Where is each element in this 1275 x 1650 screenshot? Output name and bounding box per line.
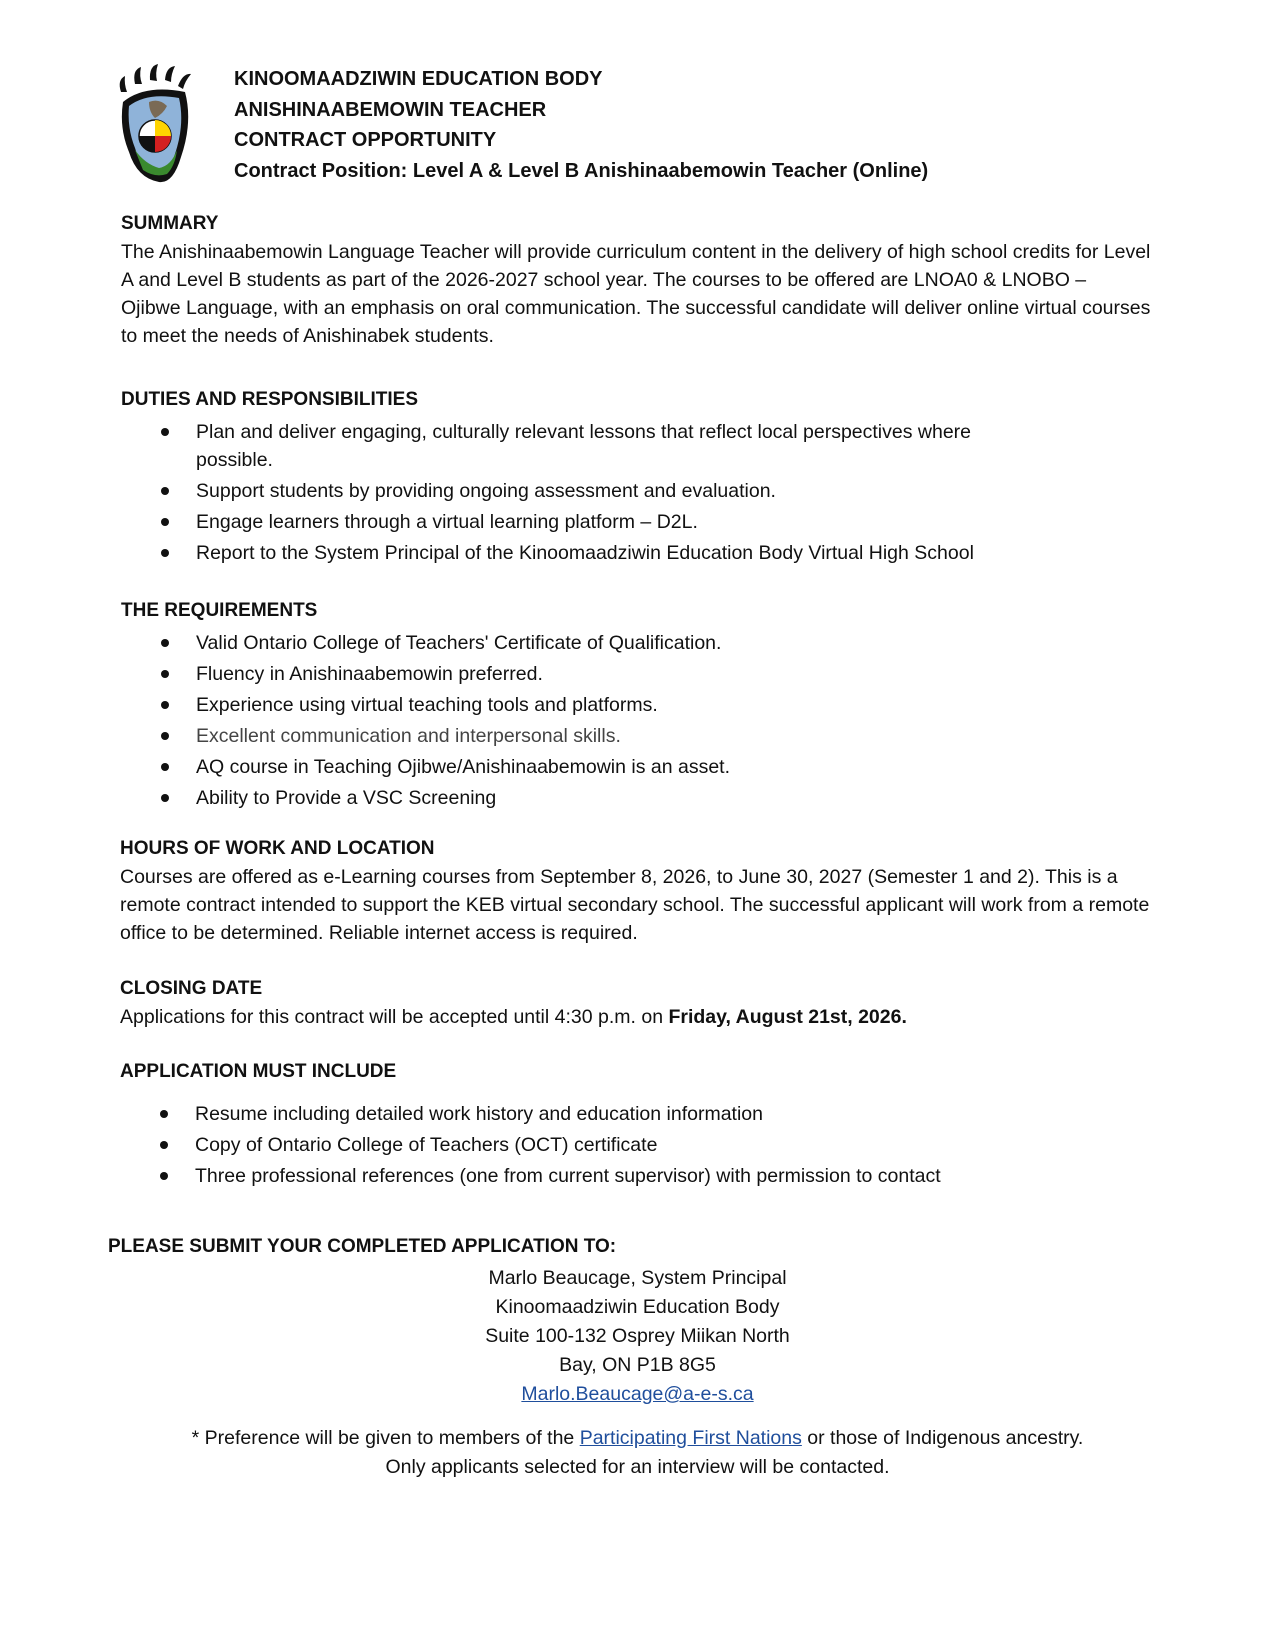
- list-item: AQ course in Teaching Ojibwe/Anishinaabemowin is an asset.: [121, 753, 1151, 781]
- closing-heading: CLOSING DATE: [120, 978, 263, 999]
- list-item: Experience using virtual teaching tools and platforms.: [121, 691, 1151, 719]
- header-org: KINOOMAADZIWIN EDUCATION BODY: [234, 68, 603, 90]
- summary-text: The Anishinaabemowin Language Teacher will provide curriculum content in the delivery of high school credits for Level A and Level B students as part of the 2026-2027 school year. The courses to be offered are LNOA0 & LNOBO – Ojibwe Language, with an emphasis on oral communication. The successful candidate will deliver online virtual courses to meet the needs of Anishinabek students.: [121, 241, 1151, 347]
- closing-text-lead: Applications for this contract will be accepted until 4:30 p.m. on: [120, 1006, 669, 1028]
- list-item: Valid Ontario College of Teachers' Certificate of Qualification.: [121, 629, 1151, 657]
- application-list: [120, 1100, 1150, 1190]
- list-item: Copy of Ontario College of Teachers (OCT) certificate: [120, 1131, 1150, 1159]
- header-position: ANISHINAABEMOWIN TEACHER: [234, 98, 547, 121]
- list-item: Excellent communication and interpersonal skills.: [121, 722, 1151, 750]
- requirements-section: [121, 597, 1151, 815]
- footer-interview-line: Only applicants selected for an interview will be contacted.: [385, 1456, 890, 1478]
- contact-name: Marlo Beaucage, System Principal: [488, 1267, 787, 1289]
- contact-city: Bay, ON P1B 8G5: [559, 1354, 716, 1376]
- list-item: Ability to Provide a VSC Screening: [121, 784, 1151, 812]
- list-item: Fluency in Anishinaabemowin preferred.: [121, 660, 1151, 688]
- contact-org: Kinoomaadziwin Education Body: [495, 1296, 780, 1318]
- submit-heading: PLEASE SUBMIT YOUR COMPLETED APPLICATION TO:: [108, 1236, 617, 1257]
- list-item: Report to the System Principal of the Kinoomaadziwin Education Body Virtual High School: [121, 539, 1021, 567]
- duties-section: [121, 386, 1151, 570]
- list-item: Resume including detailed work history and education information: [120, 1100, 1150, 1128]
- duties-list: [121, 418, 1021, 567]
- footer-note: [0, 1424, 1275, 1482]
- list-item: Plan and deliver engaging, culturally relevant lessons that reflect local perspectives where possible.: [121, 418, 1021, 474]
- hours-section: [120, 835, 1165, 947]
- list-item: Three professional references (one from current supervisor) with permission to contact: [120, 1162, 1150, 1190]
- application-heading: APPLICATION MUST INCLUDE: [120, 1061, 397, 1082]
- closing-section: [120, 975, 1150, 1031]
- footer-preference-line: [0, 1424, 1275, 1453]
- footer-pre: * Preference will be given to members of the: [191, 1427, 580, 1449]
- bear-paw-logo-icon: [115, 62, 195, 186]
- footer-post: or those of Indigenous ancestry.: [801, 1427, 1084, 1449]
- summary-section: [121, 210, 1151, 350]
- contact-street: Suite 100-132 Osprey Miikan North: [485, 1325, 790, 1347]
- hours-heading: HOURS OF WORK AND LOCATION: [120, 838, 435, 859]
- list-item: Engage learners through a virtual learning platform – D2L.: [121, 508, 1021, 536]
- contact-email-link[interactable]: Marlo.Beaucage@a-e-s.ca: [521, 1383, 754, 1405]
- closing-date: Friday, August 21st, 2026.: [668, 1006, 907, 1028]
- participating-first-nations-link[interactable]: Participating First Nations: [579, 1427, 802, 1449]
- closing-text: [120, 1003, 1150, 1031]
- summary-heading: SUMMARY: [121, 213, 219, 234]
- duties-heading: DUTIES AND RESPONSIBILITIES: [121, 389, 418, 410]
- requirements-list: [121, 629, 1151, 812]
- document-header: [234, 64, 1194, 186]
- contact-address: [0, 1264, 1275, 1409]
- header-opportunity: CONTRACT OPPORTUNITY: [234, 129, 497, 151]
- hours-text: Courses are offered as e-Learning courses from September 8, 2026, to June 30, 2027 (Semester 1 and 2). This is a remote contract intended to support the KEB virtual secondary school. The successful applicant will work from a remote office to be determined. Reliable internet access is required.: [120, 866, 1150, 944]
- header-contract-position: Contract Position: Level A & Level B Anishinaabemowin Teacher (Online): [234, 159, 929, 182]
- list-item: Support students by providing ongoing assessment and evaluation.: [121, 477, 1021, 505]
- application-section: [120, 1058, 1150, 1193]
- requirements-heading: THE REQUIREMENTS: [121, 600, 318, 621]
